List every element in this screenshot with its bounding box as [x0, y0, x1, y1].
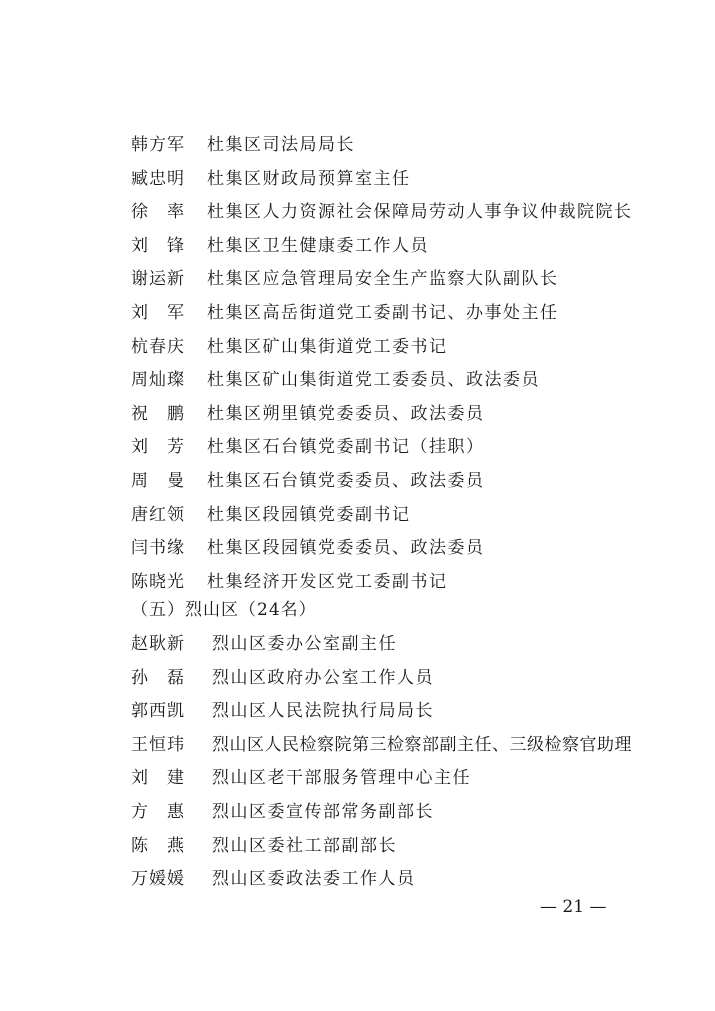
list-item: [131, 633, 632, 667]
person-position: 杜集区司法局局长: [207, 135, 355, 155]
person-position: 杜集区高岳街道党工委副书记、办事处主任: [207, 302, 559, 323]
list-item: [131, 336, 633, 370]
person-position: 杜集区矿山集街道党工委委员、政法委员: [207, 370, 540, 391]
list-item: [131, 302, 633, 336]
person-position: 杜集区卫生健康委工作人员: [207, 235, 429, 256]
person-name: 赵耿新: [131, 634, 185, 654]
person-name: 闫书缘: [131, 538, 185, 559]
person-name: 徐 率: [131, 202, 185, 223]
list-item: [131, 700, 632, 734]
personnel-list-lieshan: [131, 633, 632, 902]
list-item: [131, 436, 633, 470]
person-name: 唐红领: [131, 504, 185, 525]
person-position: 杜集经济开发区党工委副书记: [207, 571, 448, 592]
person-name: 周 曼: [131, 470, 185, 491]
list-item: [131, 767, 632, 801]
person-position: 杜集区应急管理局安全生产监察大队副队长: [207, 269, 559, 290]
person-name: 杭春庆: [131, 336, 185, 357]
person-name: 刘 芳: [131, 437, 185, 458]
person-position: 烈山区委社工部副部长: [212, 835, 397, 856]
list-item: [131, 835, 632, 869]
person-position: 烈山区委政法委工作人员: [212, 869, 416, 890]
person-name: 刘 建: [131, 768, 185, 789]
person-position: 杜集区石台镇党委委员、政法委员: [207, 470, 485, 491]
list-item: [131, 268, 633, 302]
person-position: 烈山区委宣传部常务副部长: [212, 801, 434, 822]
list-item: [131, 403, 633, 437]
person-position: 烈山区人民法院执行局局长: [212, 701, 434, 722]
list-item: [131, 504, 633, 538]
person-name: 郭西凯: [131, 701, 185, 722]
person-name: 陈 燕: [131, 835, 185, 856]
list-item: [131, 369, 633, 403]
page-number: — 21 —: [540, 897, 607, 917]
list-item: [131, 667, 632, 701]
person-name: 王恒玮: [131, 734, 185, 755]
list-item: [131, 470, 633, 504]
list-item: [131, 201, 633, 235]
person-position: 杜集区朔里镇党委委员、政法委员: [207, 403, 485, 424]
person-name: 谢运新: [131, 269, 185, 290]
section-heading-lieshan: （五）烈山区（24名）: [131, 600, 317, 620]
person-position: 烈山区人民检察院第三检察部副主任、三级检察官助理: [212, 734, 632, 755]
person-name: 刘 军: [131, 302, 185, 323]
person-name: 刘 锋: [131, 235, 185, 256]
person-position: 杜集区石台镇党委副书记（挂职）: [207, 437, 485, 458]
person-name: 臧忠明: [131, 168, 185, 189]
person-position: 杜集区段园镇党委副书记: [207, 504, 411, 525]
list-item: [131, 134, 633, 168]
person-position: 杜集区人力资源社会保障局劳动人事争议仲裁院院长: [207, 202, 633, 223]
person-name: 韩方军: [131, 135, 185, 155]
person-position: 杜集区财政局预算室主任: [207, 168, 411, 189]
person-position: 烈山区老干部服务管理中心主任: [212, 768, 471, 789]
person-position: 烈山区委办公室副主任: [212, 634, 397, 654]
list-item: [131, 168, 633, 202]
person-name: 陈晓光: [131, 571, 185, 592]
person-position: 杜集区段园镇党委委员、政法委员: [207, 538, 485, 559]
person-name: 万媛媛: [131, 869, 185, 890]
list-item: [131, 235, 633, 269]
list-item: [131, 801, 632, 835]
list-item: [131, 537, 633, 571]
list-item: [131, 734, 632, 768]
person-name: 方 惠: [131, 801, 185, 822]
person-name: 祝 鹏: [131, 403, 185, 424]
person-name: 周灿璨: [131, 370, 185, 391]
person-position: 杜集区矿山集街道党工委书记: [207, 336, 448, 357]
person-position: 烈山区政府办公室工作人员: [212, 667, 434, 688]
person-name: 孙 磊: [131, 667, 185, 688]
personnel-list-duji: [131, 134, 633, 604]
